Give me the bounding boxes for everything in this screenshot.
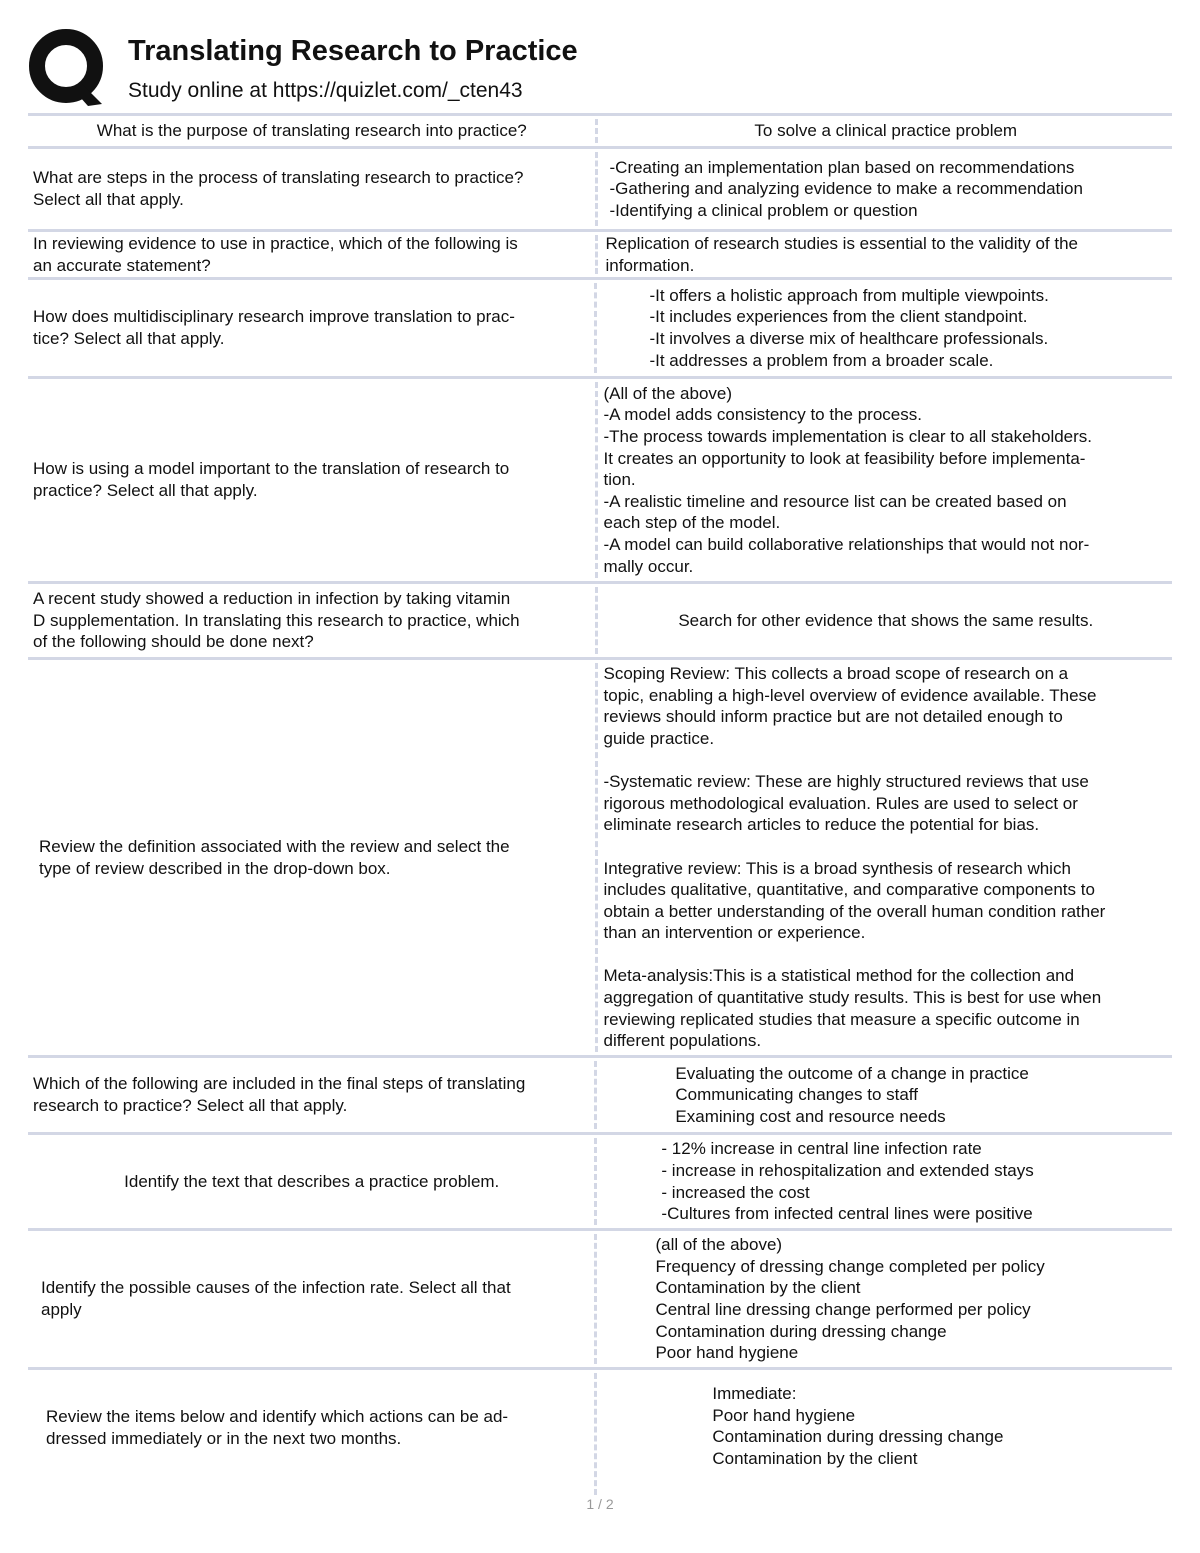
card-row <box>28 1132 1172 1228</box>
card-row <box>28 113 1172 146</box>
card-question: Review the items below and identify which actions can be ad- dressed immediately or in the next two months. <box>46 1407 509 1448</box>
card-row <box>28 657 1172 1055</box>
card-question: Which of the following are included in the final steps of translating research to practice? Select all that apply. <box>33 1074 526 1115</box>
card-question: How is using a model important to the translation of research to practice? Select all that apply. <box>33 459 510 500</box>
quizlet-q-logo-icon <box>28 28 108 108</box>
card-question: What is the purpose of translating research into practice? <box>96 121 527 141</box>
card-answer: -It offers a holistic approach from multiple viewpoints. -It includes experiences from the client standpoint. -It involves a diverse mix of healthcare professionals. -It addresses a problem from a broader scale. <box>649 285 1049 370</box>
flashcard-table <box>28 113 1172 1498</box>
card-row <box>28 581 1172 657</box>
study-link[interactable]: Study online at https://quizlet.com/_cten43 <box>128 79 523 102</box>
card-row <box>28 1367 1172 1498</box>
card-answer: Immediate: Poor hand hygiene Contamination during dressing change Contamination by the client <box>712 1384 1004 1468</box>
card-answer: - 12% increase in central line infection rate - increase in rehospitalization and extended stays - increased the cost -Cultures from infected central lines were positive <box>661 1139 1034 1224</box>
card-question: Identify the text that describes a practice problem. <box>124 1171 500 1191</box>
card-question: What are steps in the process of translating research to practice? Select all that apply. <box>33 168 524 209</box>
card-answer: (All of the above) -A model adds consistency to the process. -The process towards implementation is clear to all stakeholders. It creates an opportunity to look at feasibility before implementa- tion. -A realistic timeline and resource list can be created based on each step of the model. -A model can build collaborative relationships that would not nor- mally occur. <box>603 383 1093 576</box>
card-answer: Scoping Review: This collects a broad scope of research on a topic, enabling a high-level overview of evidence available. These reviews should inform practice but are not detailed enough to guide practice. -Systematic review: These are highly structured reviews that use rigorous methodological evaluation. Rules are used to select or eliminate research articles to reduce the potential for bias. Integrative review: This is a broad synthesis of research which includes qualitative, quantitative, and comparative components to obtain a better understanding of the overall human condition rather than an intervention or experience. Meta-analysis:This is a statistical method for the collection and aggregation of quantitative study results. This is best for use when reviewing replicated studies that measure a specific outcome in different populations. <box>603 664 1106 1051</box>
card-row <box>28 1228 1172 1367</box>
card-answer: Replication of research studies is essential to the validity of the information. <box>605 233 1078 275</box>
card-question: A recent study showed a reduction in infection by taking vitamin D supplementation. In translating this research to practice, which of the following should be done next? <box>33 589 520 652</box>
card-answer: Evaluating the outcome of a change in practice Communicating changes to staff Examining cost and resource needs <box>675 1063 1029 1126</box>
card-answer: To solve a clinical practice problem <box>754 121 1018 141</box>
card-row <box>28 146 1172 229</box>
card-question: Identify the possible causes of the infection rate. Select all that apply <box>41 1278 511 1319</box>
card-question: Review the definition associated with the review and select the type of review described in the drop-down box. <box>39 836 510 878</box>
card-answer: -Creating an implementation plan based on recommendations -Gathering and analyzing evidence to make a recommendation -Identifying a clinical problem or question <box>609 157 1083 220</box>
card-row <box>28 376 1172 581</box>
page-header <box>28 28 1178 110</box>
card-row <box>28 277 1172 376</box>
page-title: Translating Research to Practice <box>128 35 578 67</box>
card-question: In reviewing evidence to use in practice, which of the following is an accurate statement? <box>33 233 518 275</box>
card-question: How does multidisciplinary research improve translation to prac- tice? Select all that apply. <box>33 307 515 348</box>
card-row <box>28 1055 1172 1132</box>
card-answer: Search for other evidence that shows the same results. <box>678 610 1094 630</box>
card-answer: (all of the above) Frequency of dressing change completed per policy Contamination by the client Central line dressing change performed per policy Contamination during dressing change Poor hand hygiene <box>655 1235 1045 1363</box>
card-row <box>28 229 1172 277</box>
page-number: 1 / 2 <box>586 1496 614 1512</box>
